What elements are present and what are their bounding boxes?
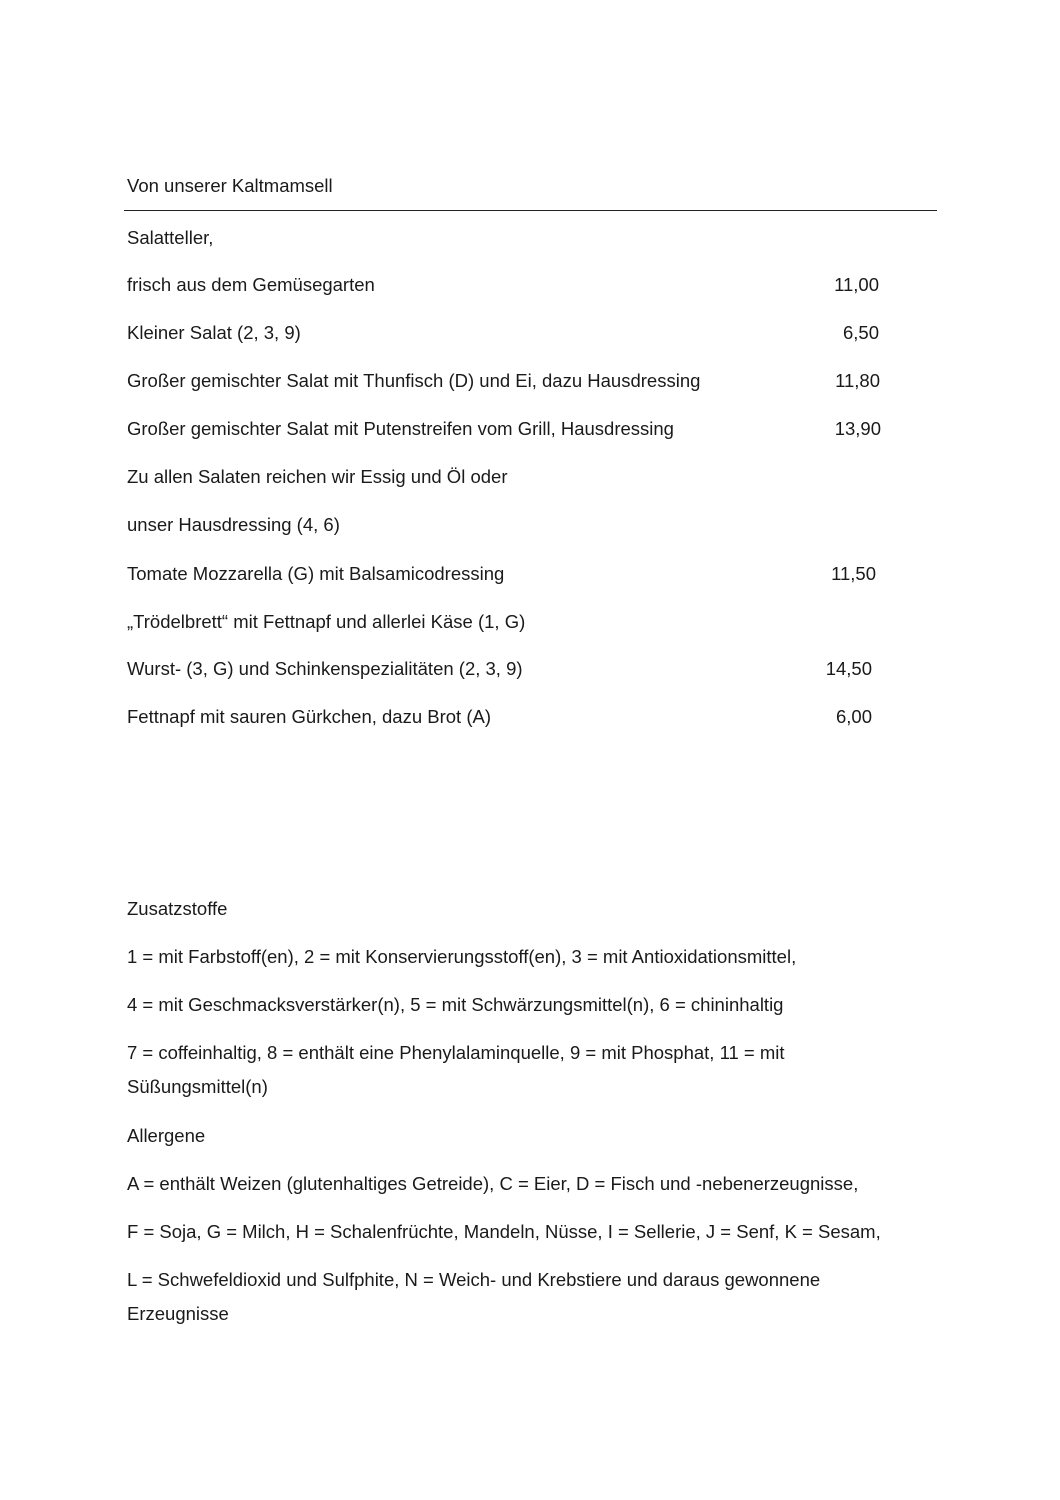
additives-line: Süßungsmittel(n)	[127, 1076, 268, 1097]
additives-line: 7 = coffeinhaltig, 8 = enthält eine Phenylalaminquelle, 9 = mit Phosphat, 11 = mit	[127, 1042, 785, 1063]
heading-divider	[124, 210, 937, 211]
allergens-line: Erzeugnisse	[127, 1303, 229, 1324]
menu-item-text: Salatteller,	[127, 227, 214, 248]
menu-note-text: Zu allen Salaten reichen wir Essig und Öl oder	[127, 466, 508, 487]
menu-item-text: „Trödelbrett“ mit Fettnapf und allerlei Käse (1, G)	[127, 611, 526, 632]
additives-line: 4 = mit Geschmacksverstärker(n), 5 = mit Schwärzungsmittel(n), 6 = chininhaltig	[127, 994, 784, 1015]
menu-item-price: 14,50	[825, 658, 872, 679]
menu-item-price: 11,80	[835, 370, 880, 391]
menu-item-price: 6,50	[842, 322, 879, 343]
allergens-heading: Allergene	[127, 1125, 206, 1146]
menu-item-text: Großer gemischter Salat mit Putenstreifen vom Grill, Hausdressing	[127, 418, 674, 439]
menu-item-text: frisch aus dem Gemüsegarten	[127, 274, 375, 295]
menu-note-text: unser Hausdressing (4, 6)	[127, 514, 340, 535]
allergens-line: A = enthält Weizen (glutenhaltiges Getreide), C = Eier, D = Fisch und -nebenerzeugnisse,	[127, 1173, 859, 1194]
menu-item-price: 13,90	[834, 418, 881, 439]
menu-item-text: Großer gemischter Salat mit Thunfisch (D) und Ei, dazu Hausdressing	[127, 370, 701, 391]
menu-item-price: 6,00	[835, 706, 872, 727]
menu-item-text: Wurst- (3, G) und Schinkenspezialitäten (2, 3, 9)	[127, 658, 523, 679]
section-heading-kaltmamsell: Von unserer Kaltmamsell	[127, 175, 333, 196]
additives-heading: Zusatzstoffe	[127, 898, 228, 919]
menu-item-price: 11,50	[831, 563, 876, 584]
menu-item-text: Tomate Mozzarella (G) mit Balsamicodressing	[127, 563, 505, 584]
additives-line: 1 = mit Farbstoff(en), 2 = mit Konservierungsstoff(en), 3 = mit Antioxidationsmittel,	[127, 946, 797, 967]
menu-item-text: Fettnapf mit sauren Gürkchen, dazu Brot (A)	[127, 706, 491, 727]
menu-item-price: 11,00	[834, 274, 879, 295]
allergens-line: L = Schwefeldioxid und Sulfphite, N = Weich- und Krebstiere und daraus gewonnene	[127, 1269, 821, 1290]
allergens-line: F = Soja, G = Milch, H = Schalenfrüchte, Mandeln, Nüsse, I = Sellerie, J = Senf, K = Sesam,	[127, 1221, 881, 1242]
menu-item-text: Kleiner Salat (2, 3, 9)	[127, 322, 301, 343]
